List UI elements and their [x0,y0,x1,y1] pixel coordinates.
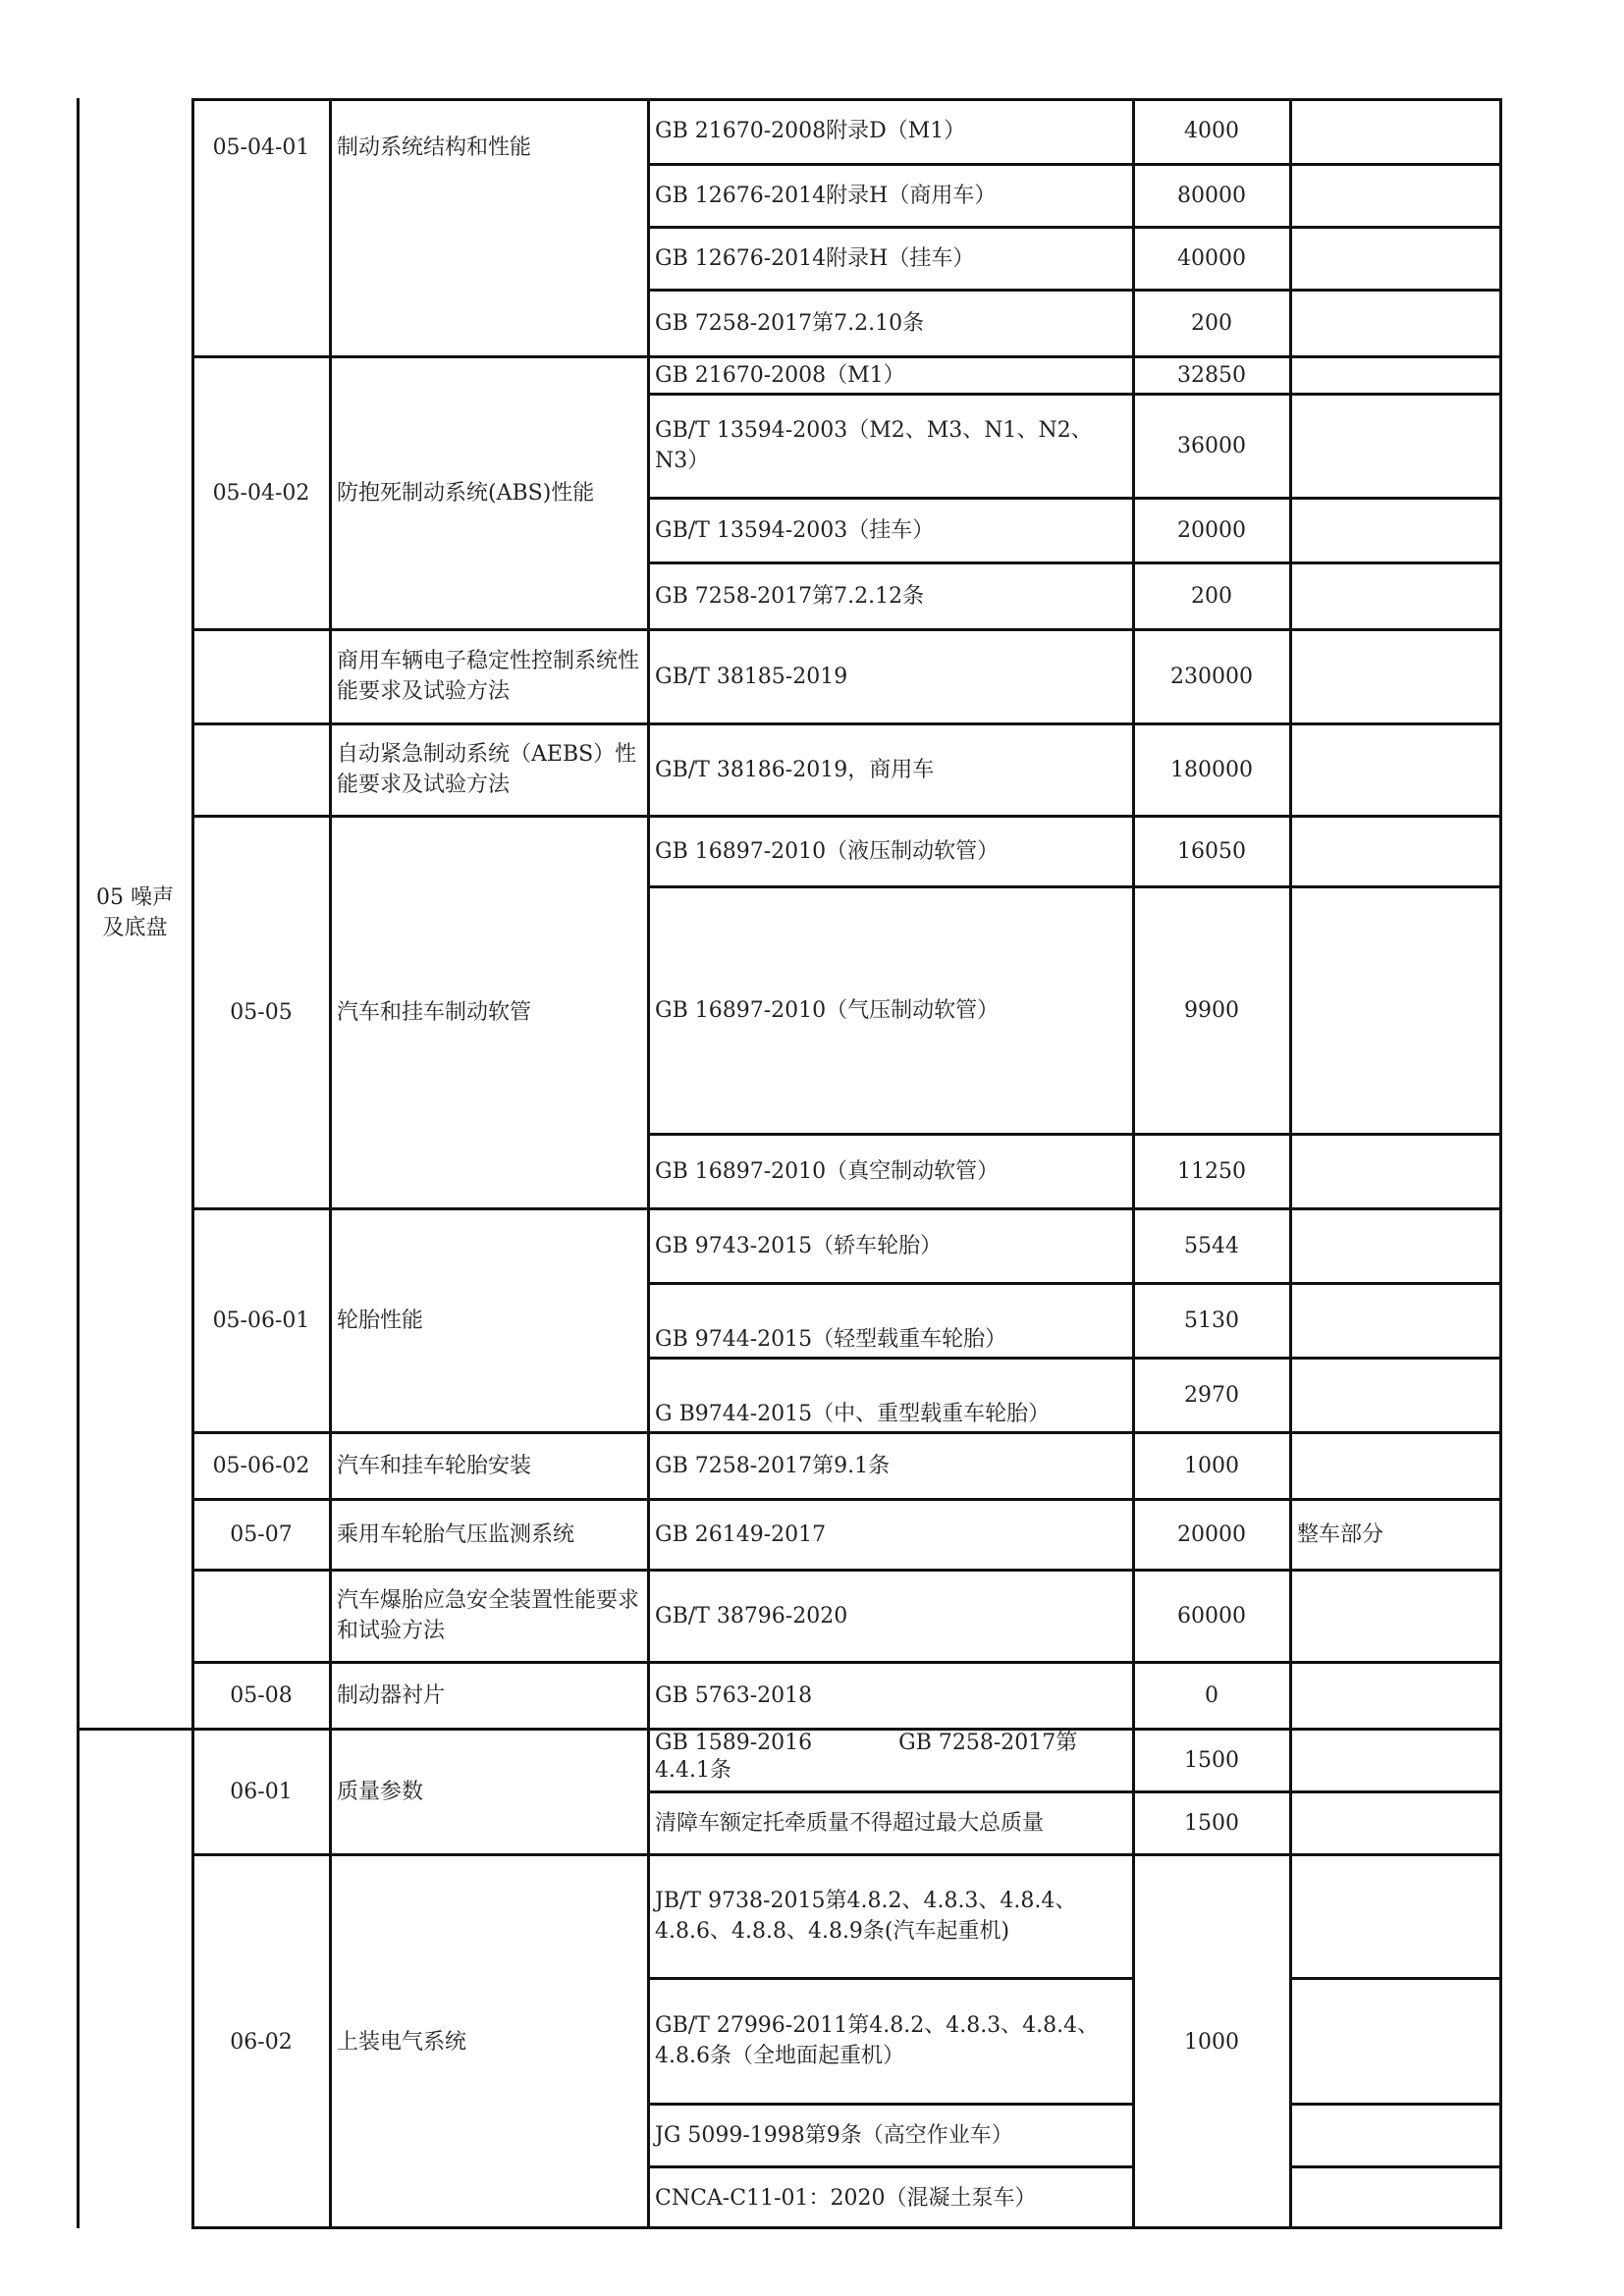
standard-cell: GB 12676-2014附录H（商用车） [655,183,997,208]
fee-cell: 1000 [1184,1453,1239,1478]
fee-cell: 80000 [1177,183,1246,208]
grid-line [329,98,332,2228]
standard-cell: GB 7258-2017第7.2.12条 [655,583,925,609]
item-cell: 上装电气系统 [337,2029,467,2055]
grid-line [647,98,650,2228]
item-cell: 防抱死制动系统(ABS)性能 [337,480,595,506]
code-cell: 05-06-02 [212,1453,310,1478]
fee-cell: 32850 [1177,362,1246,388]
standard-cell: JB/T 9738-2015第4.8.2、4.8.3、4.8.4、4.8.6、4.8.8、4.8.9条(汽车起重机) [655,1889,1077,1944]
standard-cell: GB 16897-2010（气压制动软管） [655,997,1000,1023]
standard-cell: GB 7258-2017第9.1条 [655,1453,891,1478]
grid-line [191,1207,1502,1210]
code-cell: 05-04-01 [212,135,310,160]
code-cell: 05-08 [230,1682,293,1708]
fee-cell: 20000 [1177,1522,1246,1547]
standard-cell: GB/T 27996-2011第4.8.2、4.8.3、4.8.4、4.8.6条（全地面起重机） [655,2013,1100,2068]
standard-cell: GB 26149-2017 [655,1522,827,1547]
grid-line [647,497,1502,500]
grid-line [647,1282,1502,1285]
item-cell: 汽车爆胎应急安全装置性能要求和试验方法 [337,1588,640,1643]
fee-cell: 200 [1191,310,1232,336]
grid-line [191,1569,1502,1572]
item-cell: 轮胎性能 [337,1308,424,1333]
grid-line [647,1133,1502,1136]
standard-cell: GB/T 13594-2003（M2、M3、N1、N2、N3） [655,418,1093,473]
grid-line [191,1853,1502,1856]
fee-cell: 11250 [1177,1158,1246,1184]
item-cell: 汽车和挂车制动软管 [337,999,532,1025]
standard-cell: GB 12676-2014附录H（挂车） [655,245,975,271]
standard-cell: GB 9744-2015（轻型载重车轮胎） [655,1327,1007,1352]
grid-line [647,163,1502,166]
fee-cell: 5544 [1184,1233,1239,1258]
grid-line [191,98,194,2228]
grid-line [1289,98,1292,2228]
grid-line [191,628,1502,631]
grid-line [191,355,1502,358]
item-cell: 汽车和挂车轮胎安装 [337,1453,532,1478]
standard-cell: GB 16897-2010（液压制动软管） [655,838,1000,864]
grid-line [647,2103,1134,2106]
standard-cell: GB/T 13594-2003（挂车） [655,517,935,543]
grid-line [1132,98,1135,2228]
group-label-05: 05 噪声 及底盘 [96,885,174,940]
note-cell: 整车部分 [1297,1522,1384,1547]
grid-line [647,1790,1502,1793]
standard-cell: GB/T 38796-2020 [655,1603,848,1629]
grid-line [647,393,1502,396]
code-cell: 06-01 [230,1779,293,1804]
code-cell: 05-04-02 [212,480,310,506]
grid-line [1499,98,1502,2228]
standard-cell: GB 7258-2017第7.2.10条 [655,310,925,336]
fee-cell: 1500 [1184,1747,1239,1773]
code-cell: 05-06-01 [212,1308,310,1333]
standard-cell: GB 21670-2008附录D（M1） [655,118,966,143]
grid-line [191,1661,1502,1664]
grid-line [647,1357,1502,1360]
standard-cell: GB/T 38185-2019 [655,664,848,689]
fee-cell: 40000 [1177,245,1246,271]
grid-line [191,98,1502,101]
grid-line [77,98,80,2228]
item-cell: 制动系统结构和性能 [337,135,532,160]
fee-cell: 200 [1191,583,1232,609]
standard-cell: 清障车额定托牵质量不得超过最大总质量 [655,1810,1045,1836]
fee-cell: 60000 [1177,1603,1246,1629]
standard-cell: G B9744-2015（中、重型载重车轮胎） [655,1402,1051,1426]
item-cell: 商用车辆电子稳定性控制系统性能要求及试验方法 [337,649,640,704]
fee-cell: 4000 [1184,118,1239,143]
grid-line [647,885,1502,888]
item-cell: 制动器衬片 [337,1682,446,1708]
grid-line [1289,1977,1502,1980]
standard-cell: GB 9743-2015（轿车轮胎） [655,1233,943,1258]
code-cell: 05-05 [230,999,293,1025]
grid-line [647,1977,1134,1980]
fee-cell: 180000 [1170,757,1253,782]
item-cell: 乘用车轮胎气压监测系统 [337,1522,575,1547]
grid-line [647,289,1502,292]
grid-line [647,561,1502,564]
standard-cell: GB 5763-2018 [655,1682,813,1708]
fee-cell: 9900 [1184,997,1239,1023]
grid-line [647,226,1502,229]
grid-line [191,1431,1502,1434]
fee-cell: 0 [1205,1682,1218,1708]
standard-cell: GB/T 38186-2019，商用车 [655,757,935,782]
fee-cell: 20000 [1177,517,1246,543]
grid-line [77,1728,1502,1731]
standard-cell: GB 21670-2008（M1） [655,362,905,388]
grid-line [1289,2103,1502,2106]
grid-line [191,815,1502,818]
standard-cell: JG 5099-1998第9条（高空作业车） [655,2122,1013,2148]
standard-cell: CNCA-C11-01：2020（混凝土泵车） [655,2185,1037,2211]
code-cell: 06-02 [230,2029,293,2055]
fee-cell: 230000 [1170,664,1253,689]
fee-cell: 36000 [1177,433,1246,458]
grid-line [191,2226,1502,2229]
fee-cell: 16050 [1177,838,1246,864]
code-cell: 05-07 [230,1522,293,1547]
grid-line [647,2165,1134,2168]
grid-line [191,722,1502,725]
fee-cell: 1000 [1184,2029,1239,2055]
fee-cell: 2970 [1184,1382,1239,1408]
standard-cell: GB 1589-2016 GB 7258-2017第4.4.1条 [655,1731,1078,1783]
grid-line [191,1498,1502,1501]
item-cell: 质量参数 [337,1779,424,1804]
fee-cell: 5130 [1184,1308,1239,1333]
fee-cell: 1500 [1184,1810,1239,1836]
item-cell: 自动紧急制动系统（AEBS）性能要求及试验方法 [337,742,637,797]
grid-line [1289,2165,1502,2168]
standard-cell: GB 16897-2010（真空制动软管） [655,1158,1000,1184]
